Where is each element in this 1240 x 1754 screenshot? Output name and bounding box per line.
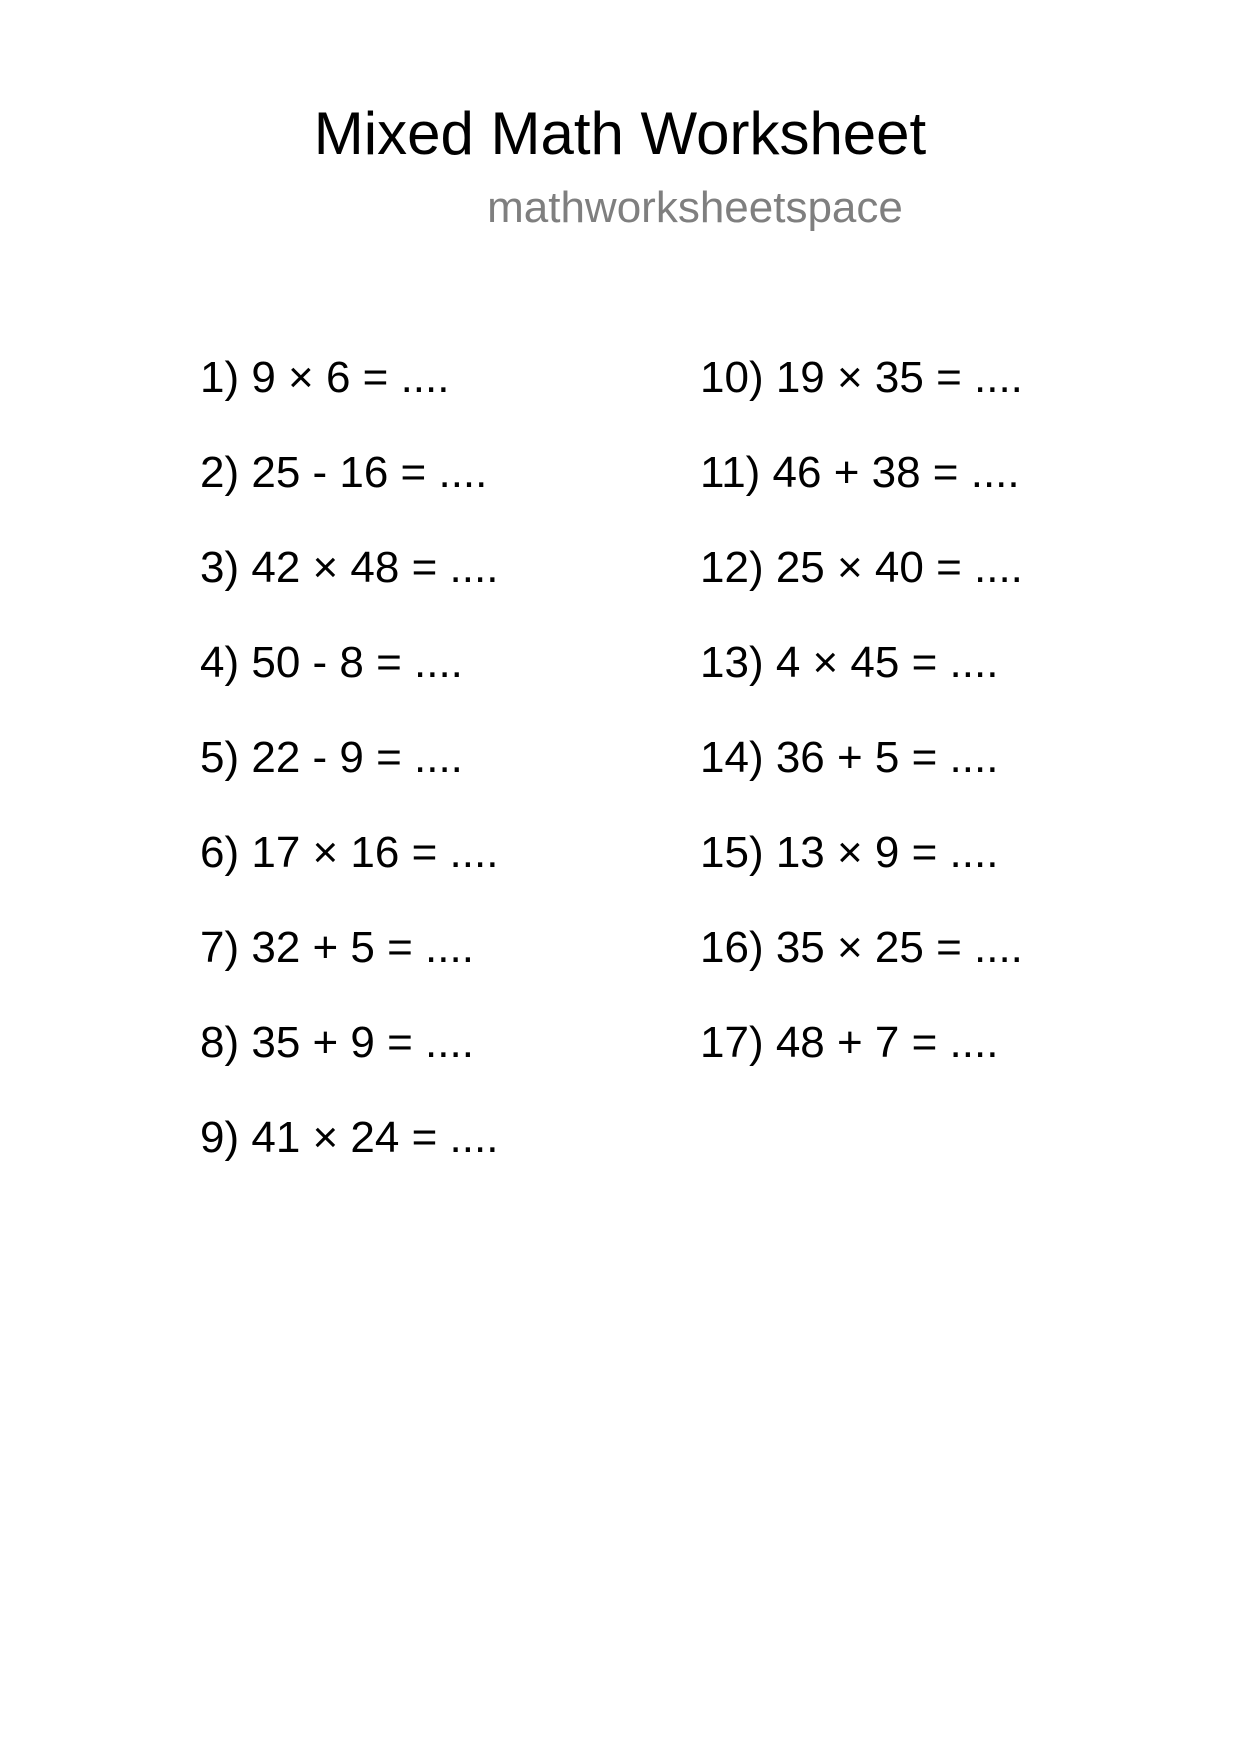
problem-11: 11) 46 + 38 = ....: [700, 448, 1020, 497]
problem-15: 15) 13 × 9 = ....: [700, 828, 999, 877]
problem-6: 6) 17 × 16 = ....: [200, 828, 499, 877]
problem-3: 3) 42 × 48 = ....: [200, 543, 499, 592]
problem-9: 9) 41 × 24 = ....: [200, 1113, 499, 1162]
page-title: Mixed Math Worksheet: [313, 100, 927, 167]
problem-5: 5) 22 - 9 = ....: [200, 733, 463, 782]
problem-4: 4) 50 - 8 = ....: [200, 638, 463, 687]
problem-2: 2) 25 - 16 = ....: [200, 448, 488, 497]
problem-1: 1) 9 × 6 = ....: [200, 353, 450, 402]
problem-16: 16) 35 × 25 = ....: [700, 923, 1023, 972]
problem-7: 7) 32 + 5 = ....: [200, 923, 474, 972]
problem-14: 14) 36 + 5 = ....: [700, 733, 999, 782]
problem-10: 10) 19 × 35 = ....: [700, 353, 1023, 402]
problem-17: 17) 48 + 7 = ....: [700, 1018, 999, 1067]
problem-8: 8) 35 + 9 = ....: [200, 1018, 474, 1067]
problem-13: 13) 4 × 45 = ....: [700, 638, 999, 687]
problem-12: 12) 25 × 40 = ....: [700, 543, 1023, 592]
problems-left-column: [200, 352, 498, 1207]
problems-right-column: [700, 352, 1023, 1112]
page-subtitle: mathworksheetspace: [487, 183, 903, 232]
